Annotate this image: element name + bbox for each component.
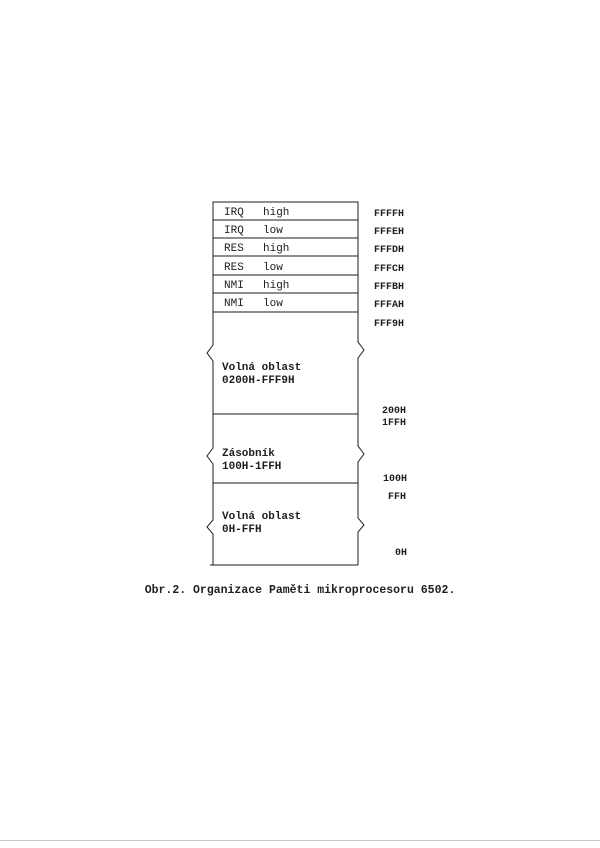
region-title: Zásobník xyxy=(222,448,275,460)
row-name: IRQ xyxy=(224,225,244,237)
vector-labels xyxy=(224,207,289,310)
address-label: 1FFH xyxy=(382,418,407,429)
region-range: 100H-1FFH xyxy=(222,461,282,473)
row-part: high xyxy=(263,280,290,292)
row-part: high xyxy=(263,243,290,255)
row-name: RES xyxy=(224,262,244,274)
row-name: RES xyxy=(224,243,244,255)
address-label: FFFAH xyxy=(374,300,405,311)
right-edge-with-breaks xyxy=(358,312,364,565)
page-bottom-rule xyxy=(0,840,600,841)
address-label: FFFDH xyxy=(374,245,405,256)
region-labels xyxy=(222,362,301,536)
region-range: 0H-FFH xyxy=(222,524,262,536)
address-label: 0H xyxy=(395,548,408,559)
address-label: FFFCH xyxy=(374,264,405,275)
address-label: FFFBH xyxy=(374,282,405,293)
address-label: 100H xyxy=(383,474,408,485)
row-name: IRQ xyxy=(224,207,244,219)
row-part: high xyxy=(263,207,290,219)
address-label: FFFEH xyxy=(374,227,405,238)
address-labels xyxy=(374,209,407,559)
row-name: NMI xyxy=(224,280,244,292)
address-label: FFF9H xyxy=(374,319,405,330)
row-part: low xyxy=(263,225,283,237)
address-label: FFH xyxy=(388,492,407,503)
region-title: Volná oblast xyxy=(222,511,302,523)
region-title: Volná oblast xyxy=(222,362,302,374)
row-part: low xyxy=(263,262,283,274)
row-name: NMI xyxy=(224,298,244,310)
figure-caption: Obr.2. Organizace Paměti mikroprocesoru 6502. xyxy=(144,584,456,597)
address-label: FFFFH xyxy=(374,209,405,220)
row-part: low xyxy=(263,298,283,310)
left-edge-with-breaks xyxy=(207,312,213,565)
address-label: 200H xyxy=(382,406,407,417)
region-range: 0200H-FFF9H xyxy=(222,375,295,387)
